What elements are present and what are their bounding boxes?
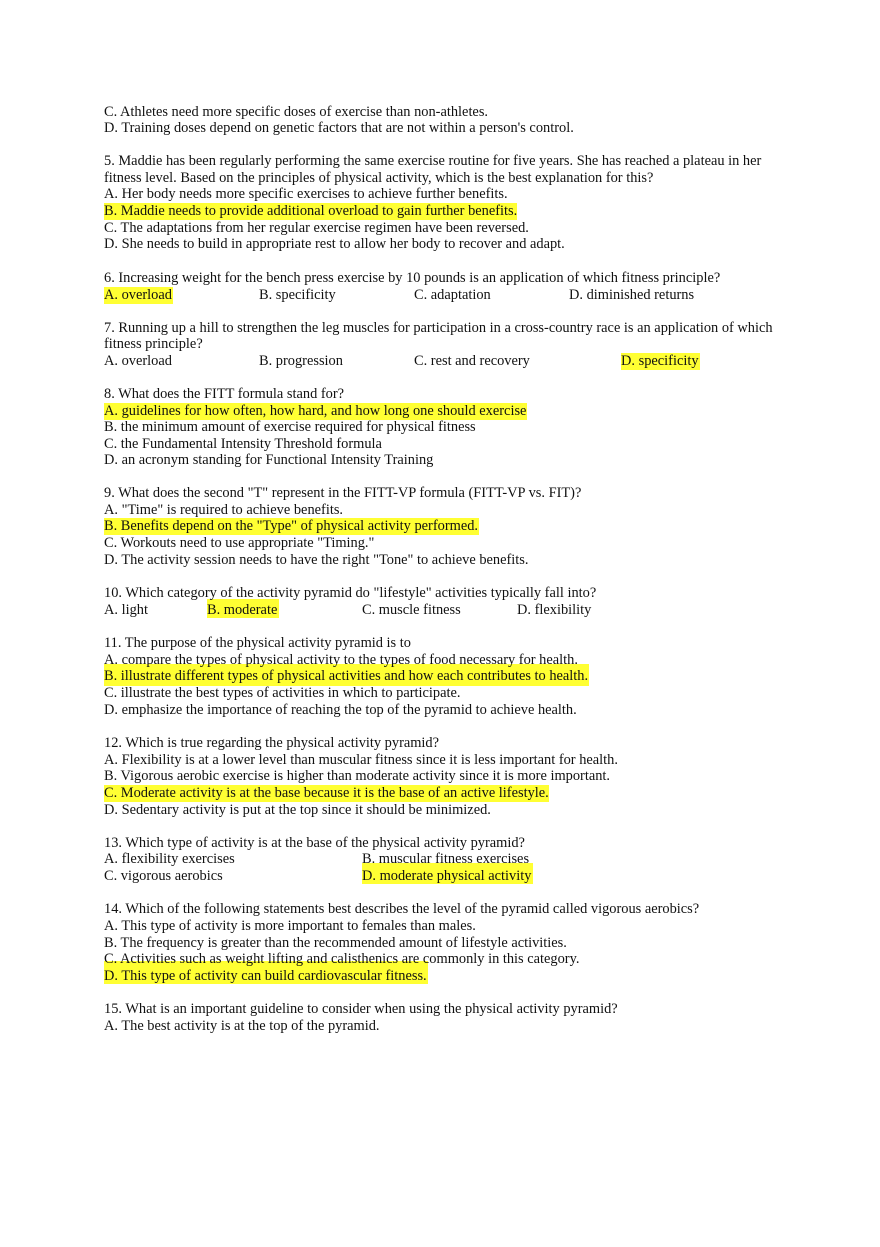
q11-stem: 11. The purpose of the physical activity pyramid is to xyxy=(104,635,411,651)
q12-option-c: C. Moderate activity is at the base because it is the base of an active lifestyle. xyxy=(104,785,549,801)
q14-stem: 14. Which of the following statements best describes the level of the pyramid called vigorous aerobics? xyxy=(104,901,700,917)
q5-stem-cont: fitness level. Based on the principles of physical activity, which is the best explanation for this? xyxy=(104,170,654,186)
q6-option-c: C. adaptation xyxy=(414,287,491,303)
q9-option-d: D. The activity session needs to have the right "Tone" to achieve benefits. xyxy=(104,552,529,568)
q9-option-c: C. Workouts need to use appropriate "Timing." xyxy=(104,535,375,551)
q8-option-c: C. the Fundamental Intensity Threshold formula xyxy=(104,436,382,452)
q11-option-a: A. compare the types of physical activity to the types of food necessary for health. xyxy=(104,652,578,668)
q14-option-a: A. This type of activity is more important to females than males. xyxy=(104,918,476,934)
q13-option-c: C. vigorous aerobics xyxy=(104,868,223,884)
q7-option-b: B. progression xyxy=(259,353,343,369)
q13-option-d: D. moderate physical activity xyxy=(362,868,532,884)
q6-option-b: B. specificity xyxy=(259,287,336,303)
q8-option-b: B. the minimum amount of exercise required for physical fitness xyxy=(104,419,476,435)
q13-option-b: B. muscular fitness exercises xyxy=(362,851,530,867)
q7-option-d: D. specificity xyxy=(621,353,699,369)
q15-stem: 15. What is an important guideline to consider when using the physical activity pyramid? xyxy=(104,1001,618,1017)
q10-option-b: B. moderate xyxy=(207,602,278,618)
q5-option-d: D. She needs to build in appropriate rest to allow her body to recover and adapt. xyxy=(104,236,565,252)
q10-option-c: C. muscle fitness xyxy=(362,602,461,618)
q4-option-c: C. Athletes need more specific doses of exercise than non-athletes. xyxy=(104,104,489,120)
q5-option-b: B. Maddie needs to provide additional overload to gain further benefits. xyxy=(104,203,518,219)
q6-stem: 6. Increasing weight for the bench press exercise by 10 pounds is an application of which fitness principle? xyxy=(104,270,721,286)
q9-option-a: A. "Time" is required to achieve benefits. xyxy=(104,502,344,518)
q11-option-b: B. illustrate different types of physical activities and how each contributes to health. xyxy=(104,668,589,684)
q8-option-a: A. guidelines for how often, how hard, and how long one should exercise xyxy=(104,403,527,419)
q6-option-a: A. overload xyxy=(104,287,172,303)
q8-option-d: D. an acronym standing for Functional Intensity Training xyxy=(104,452,434,468)
q7-stem: 7. Running up a hill to strengthen the leg muscles for participation in a cross-country race is an application of which xyxy=(104,320,773,336)
q15-option-a: A. The best activity is at the top of the pyramid. xyxy=(104,1018,380,1034)
q9-option-b: B. Benefits depend on the "Type" of physical activity performed. xyxy=(104,518,479,534)
q5-option-a: A. Her body needs more specific exercises to achieve further benefits. xyxy=(104,186,508,202)
q14-option-d: D. This type of activity can build cardiovascular fitness. xyxy=(104,968,427,984)
q10-stem: 10. Which category of the activity pyramid do "lifestyle" activities typically fall into? xyxy=(104,585,597,601)
q7-option-a: A. overload xyxy=(104,353,172,369)
q12-stem: 12. Which is true regarding the physical activity pyramid? xyxy=(104,735,440,751)
q12-option-b: B. Vigorous aerobic exercise is higher than moderate activity since it is more important. xyxy=(104,768,610,784)
q13-stem: 13. Which type of activity is at the base of the physical activity pyramid? xyxy=(104,835,525,851)
q14-option-c: C. Activities such as weight lifting and calisthenics are commonly in this category. xyxy=(104,951,580,967)
q5-stem: 5. Maddie has been regularly performing the same exercise routine for five years. She has reached a plateau in her xyxy=(104,153,762,169)
q9-stem: 9. What does the second "T" represent in the FITT-VP formula (FITT-VP vs. FIT)? xyxy=(104,485,582,501)
q8-stem: 8. What does the FITT formula stand for? xyxy=(104,386,345,402)
q12-option-a: A. Flexibility is at a lower level than muscular fitness since it is less important for health. xyxy=(104,752,618,768)
q14-option-b: B. The frequency is greater than the recommended amount of lifestyle activities. xyxy=(104,935,567,951)
q11-option-c: C. illustrate the best types of activities in which to participate. xyxy=(104,685,461,701)
q4-option-d: D. Training doses depend on genetic factors that are not within a person's control. xyxy=(104,120,574,136)
q7-option-c: C. rest and recovery xyxy=(414,353,530,369)
q11-option-d: D. emphasize the importance of reaching the top of the pyramid to achieve health. xyxy=(104,702,577,718)
q10-option-d: D. flexibility xyxy=(517,602,592,618)
q6-option-d: D. diminished returns xyxy=(569,287,695,303)
q12-option-d: D. Sedentary activity is put at the top since it should be minimized. xyxy=(104,802,491,818)
q10-option-a: A. light xyxy=(104,602,148,618)
q5-option-c: C. The adaptations from her regular exercise regimen have been reversed. xyxy=(104,220,529,236)
q7-stem-cont: fitness principle? xyxy=(104,336,203,352)
q13-option-a: A. flexibility exercises xyxy=(104,851,235,867)
